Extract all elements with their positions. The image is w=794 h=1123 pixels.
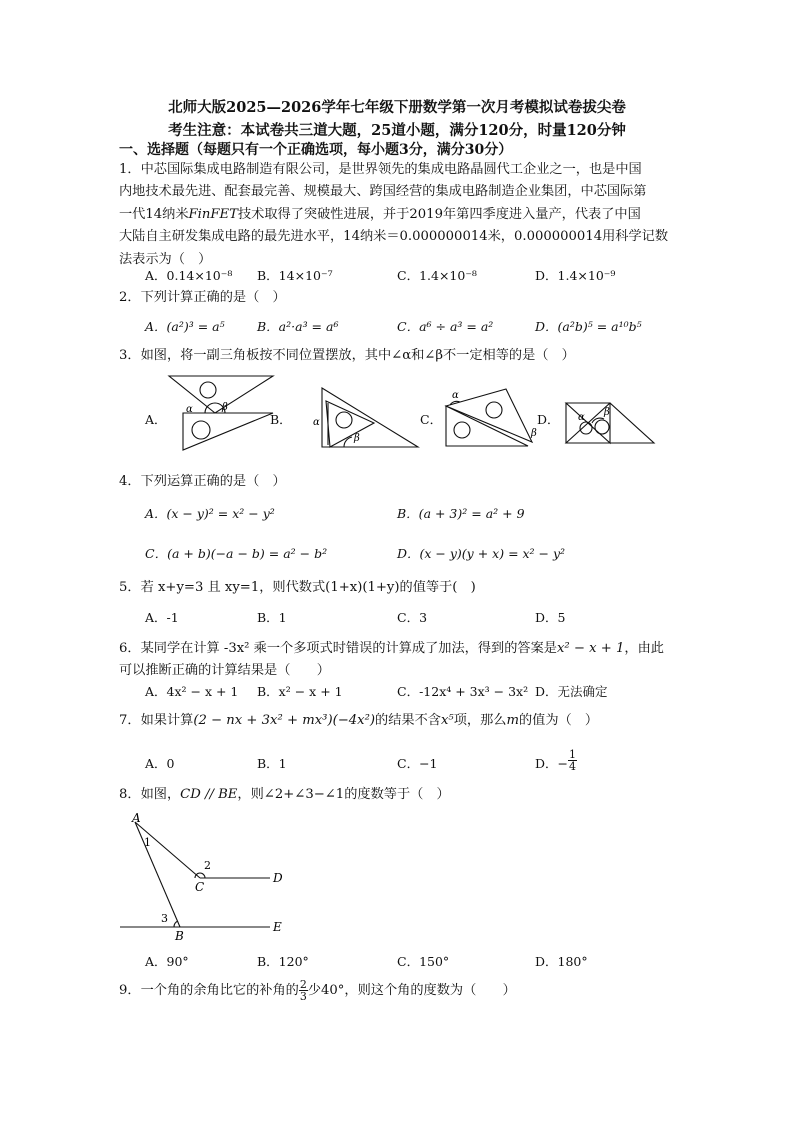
q1-option-a[interactable]: A．0.14×10⁻⁸	[145, 268, 233, 283]
q2-option-a[interactable]: A．(a²)³ = a⁵	[145, 319, 225, 334]
q6-line-1: 6．某同学在计算 -3x² 乘一个多项式时错误的计算成了加法，得到的答案是x² − x + 1，由此	[119, 641, 664, 656]
q8-option-c[interactable]: C．150°	[397, 954, 450, 969]
q6-option-c[interactable]: C．-12x⁴ + 3x³ − 3x²	[397, 684, 529, 699]
alpha-label: α	[313, 417, 320, 428]
q3-figure-a	[165, 373, 277, 455]
point-b-label: B	[175, 929, 184, 943]
alpha-label: α	[578, 412, 585, 423]
section-heading: 一、选择题（每题只有一个正确选项，每小题3分，满分30分）	[119, 142, 513, 158]
question-5: 5．若 x+y=3 且 xy=1，则代数式(1+x)(1+y)的值等于( )	[119, 580, 476, 595]
question-1	[119, 159, 671, 271]
q3-figure-b	[292, 383, 422, 451]
beta-label: β	[531, 428, 537, 439]
q3-option-a[interactable]: A．	[145, 412, 167, 427]
q4-option-b[interactable]: B．(a + 3)² = a² + 9	[397, 506, 525, 521]
q4-option-a[interactable]: A．(x − y)² = x² − y²	[145, 506, 275, 521]
q3-option-b[interactable]: B．	[270, 412, 292, 427]
triangle-hole-icon	[595, 420, 609, 434]
q3-figure-d	[558, 393, 658, 449]
q1-line-1: 1．中芯国际集成电路制造有限公司，是世界领先的集成电路晶圆代工企业之一，也是中国	[119, 162, 642, 177]
q8-option-b[interactable]: B．120°	[257, 954, 309, 969]
q6-option-a[interactable]: A．4x² − x + 1	[145, 684, 239, 699]
q7-option-a[interactable]: A．0	[145, 756, 175, 771]
question-3: 3．如图，将一副三角板按不同位置摆放，其中∠α和∠β不一定相等的是（ ）	[119, 348, 575, 363]
q5-option-d[interactable]: D．5	[535, 610, 566, 625]
triangle-hole-icon	[454, 422, 470, 438]
q5-option-b[interactable]: B．1	[257, 610, 287, 625]
point-a-label: A	[132, 811, 141, 825]
q6-option-d[interactable]: D．无法确定	[535, 684, 608, 699]
q3-option-c[interactable]: C．	[420, 412, 443, 427]
question-9: 9．一个角的余角比它的补角的 $\frac{2}{3}$ 少40°，则这个角的度数为（ ）	[119, 978, 516, 1003]
q8-option-d[interactable]: D．180°	[535, 954, 588, 969]
angle-2-label: 2	[204, 859, 211, 872]
q1-line-4: 大陆自主研发集成电路的最先进水平，14纳米＝0.000000014米，0.000000014用科学记数	[119, 229, 669, 245]
q3-option-d[interactable]: D．	[537, 412, 560, 427]
exam-notice: 考生注意：本试卷共三道大题，25道小题，满分120分，时量120分钟	[168, 122, 626, 139]
q1-option-d[interactable]: D．1.4×10⁻⁹	[535, 268, 616, 283]
q4-option-c[interactable]: C．(a + b)(−a − b) = a² − b²	[145, 546, 328, 561]
question-8: 8．如图，CD // BE，则∠2+∠3−∠1的度数等于（ ）	[119, 787, 450, 802]
question-4: 4．下列运算正确的是（ ）	[119, 474, 286, 489]
q2-option-d[interactable]: D．(a²b)⁵ = a¹⁰b⁵	[535, 319, 642, 334]
beta-label: β	[604, 407, 610, 418]
q6-option-b[interactable]: B．x² − x + 1	[257, 684, 343, 699]
triangle-hole-icon	[486, 402, 502, 418]
q7-option-d[interactable]: D．− $\frac{1}{4}$	[535, 748, 576, 773]
q8-option-a[interactable]: A．90°	[145, 954, 189, 969]
q6-line-2: 可以推断正确的计算结果是（ ）	[119, 663, 330, 679]
q7-option-b[interactable]: B．1	[257, 756, 287, 771]
question-6	[119, 638, 671, 683]
alpha-label: α	[452, 390, 459, 401]
q7-option-c[interactable]: C．−1	[397, 756, 438, 771]
alpha-label: α	[186, 404, 193, 415]
q3-figure-c	[440, 384, 540, 452]
q1-option-c[interactable]: C．1.4×10⁻⁸	[397, 268, 477, 283]
q1-line-3: 一代14纳米FinFET技术取得了突破性进展，并于2019年第四季度进入量产，代表了中国	[119, 206, 641, 222]
q5-option-a[interactable]: A．-1	[145, 610, 179, 625]
triangle-hole-icon	[336, 412, 352, 428]
q1-option-b[interactable]: B．14×10⁻⁷	[257, 268, 333, 283]
exam-title: 北师大版2025—2026学年七年级下册数学第一次月考模拟试卷拔尖卷	[168, 99, 626, 116]
question-7: 7．如果计算(2 − nx + 3x² + mx³)(−4x²)的结果不含x⁵项，那么m的值为（ ）	[119, 713, 599, 728]
point-c-label: C	[195, 880, 205, 894]
question-2: 2．下列计算正确的是（ ）	[119, 290, 286, 305]
q2-option-b[interactable]: B．a²·a³ = a⁶	[257, 319, 339, 334]
triangle-hole-icon	[192, 421, 210, 439]
q1-line-2: 内地技术最先进、配套最完善、规模最大、跨国经营的集成电路制造企业集团，中芯国际第	[119, 184, 647, 200]
angle-1-label: 1	[144, 836, 151, 849]
q4-option-d[interactable]: D．(x − y)(y + x) = x² − y²	[397, 546, 566, 561]
point-e-label: E	[273, 920, 282, 934]
q1-line-5: 法表示为（ ）	[119, 251, 212, 267]
beta-label: β	[354, 433, 360, 444]
q5-option-c[interactable]: C．3	[397, 610, 428, 625]
q2-option-c[interactable]: C．a⁶ ÷ a³ = a²	[397, 319, 494, 334]
beta-label: β	[222, 402, 228, 413]
q8-figure	[118, 810, 298, 946]
triangle-hole-icon	[200, 382, 216, 398]
angle-3-label: 3	[161, 912, 168, 925]
point-d-label: D	[273, 871, 283, 885]
